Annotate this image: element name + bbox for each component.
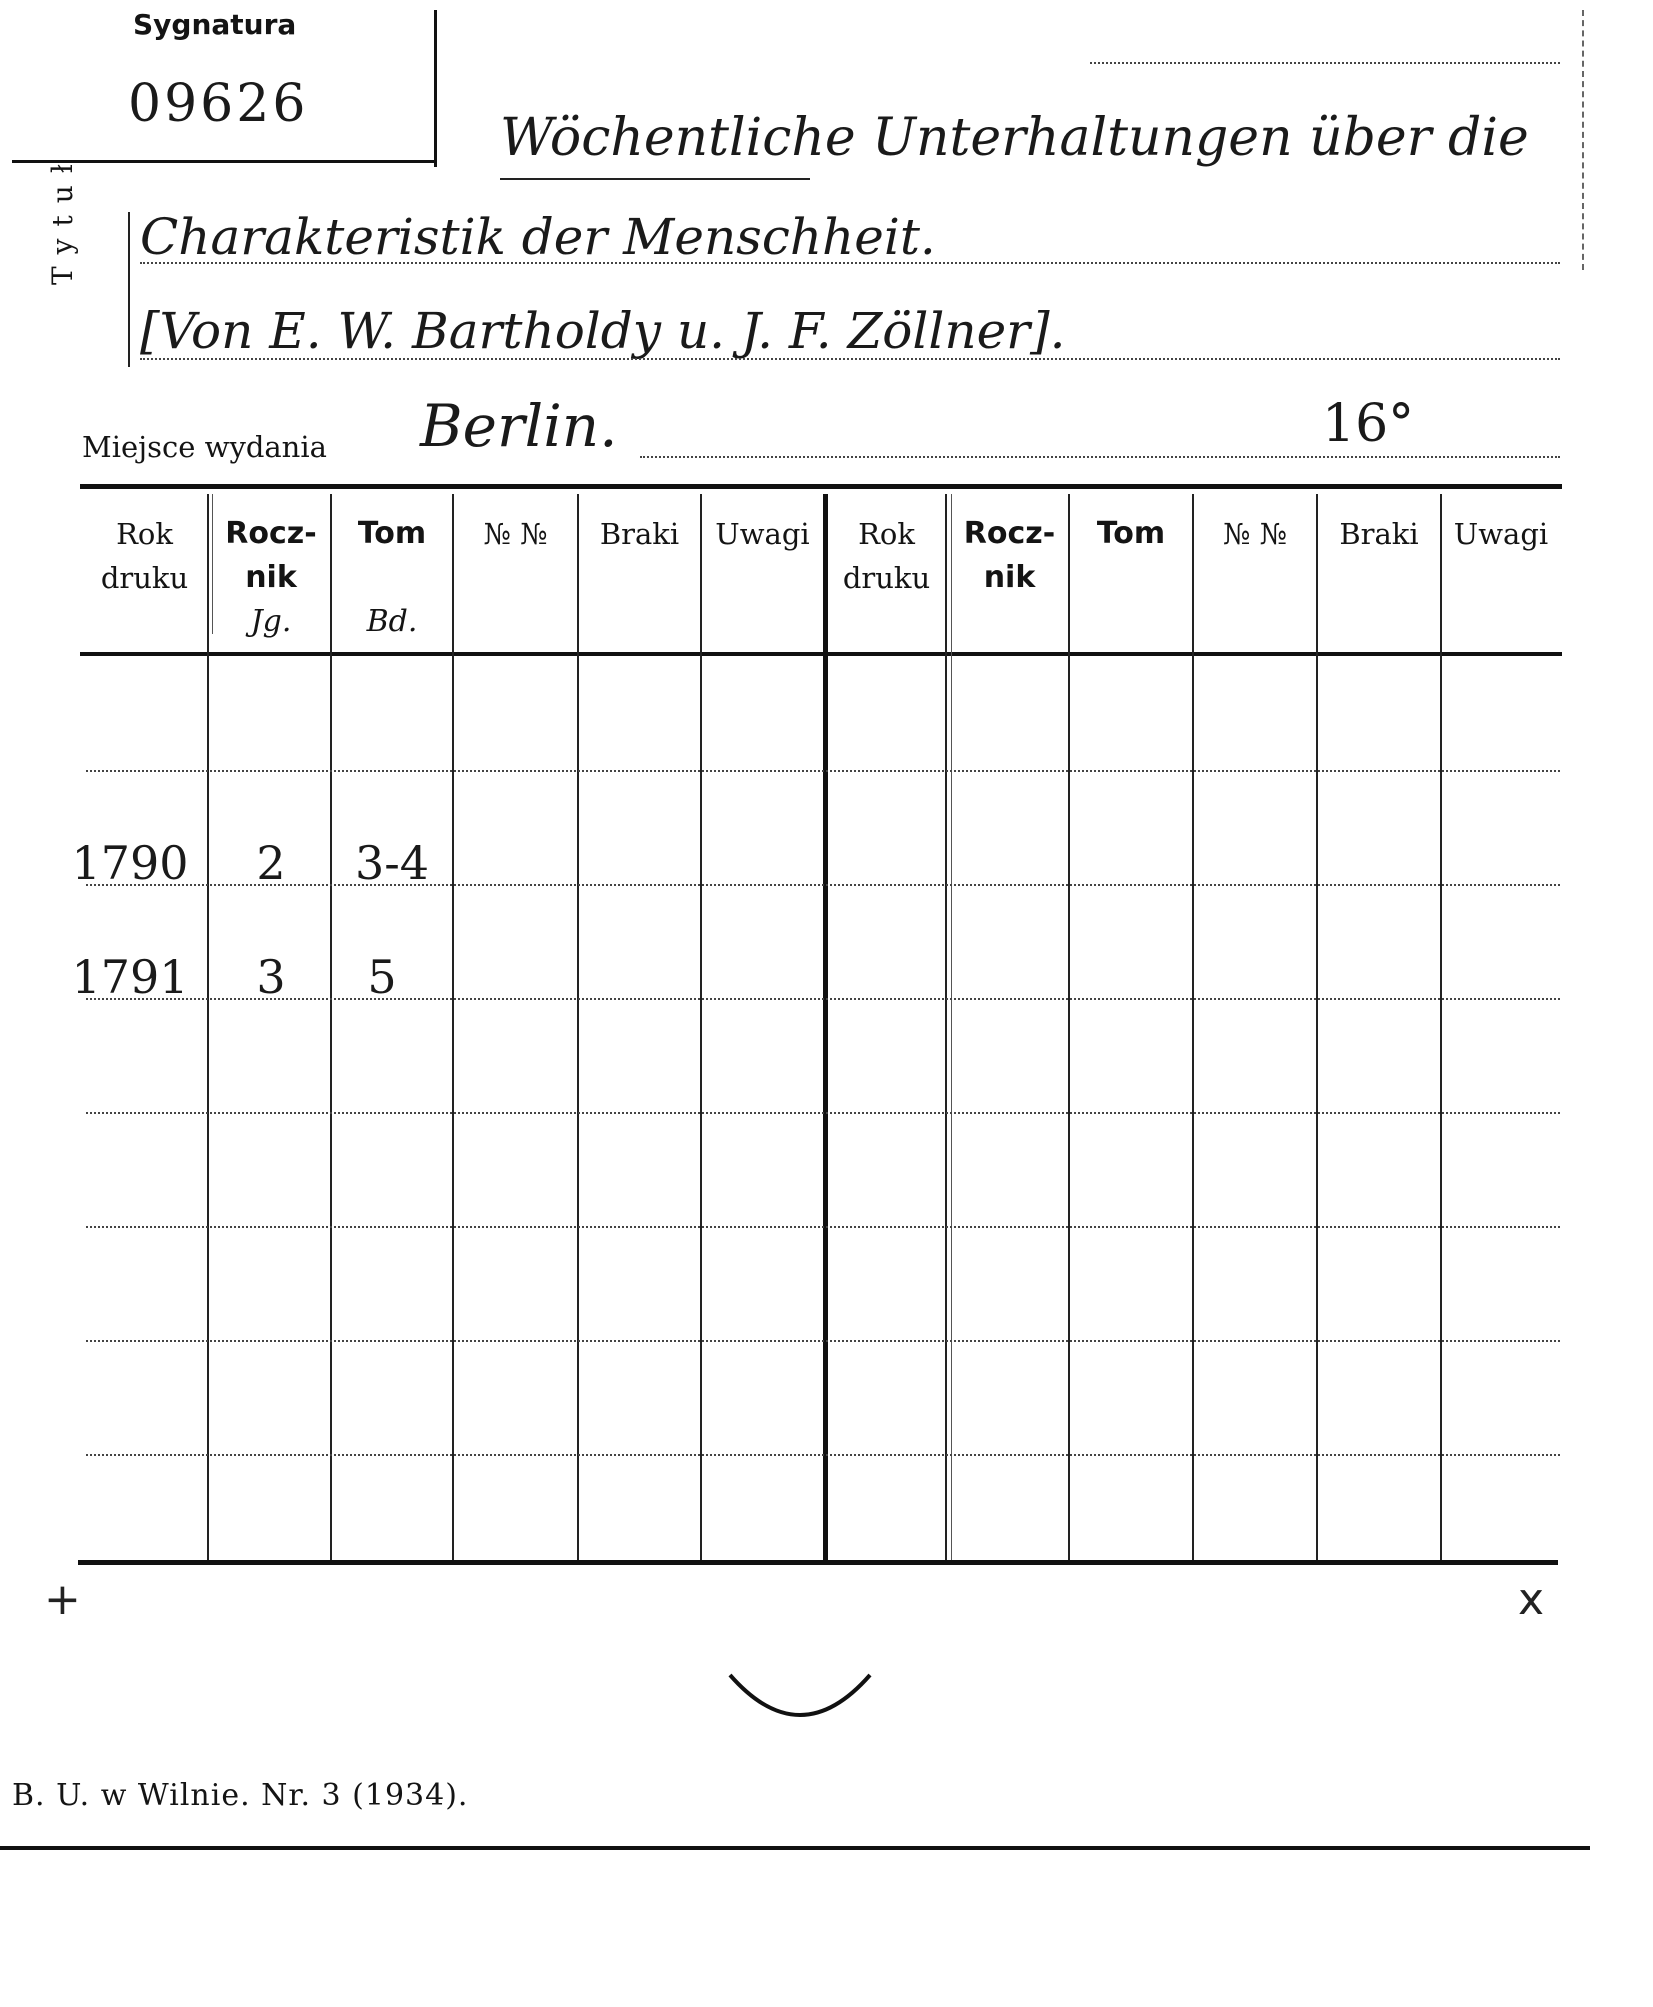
footer-imprint: B. U. w Wilnie. Nr. 3 (1934).: [12, 1778, 469, 1813]
col-sep: [1316, 494, 1318, 1560]
header-numbers: № №: [483, 517, 548, 551]
signature-value: 09626: [128, 74, 309, 134]
title-bracket: [128, 212, 130, 367]
header-rocznik-right: Rocz-nik: [963, 516, 1056, 595]
col-sep: [452, 494, 454, 1560]
title-dots-top: [1090, 62, 1560, 64]
table-center-rule: [823, 494, 828, 1560]
header-numbers-right: № №: [1222, 517, 1288, 551]
footer-rule: [0, 1846, 1590, 1850]
row-1790-tom: 3-4: [354, 836, 430, 890]
col-sep: [1192, 494, 1194, 1560]
right-edge-line: [1582, 10, 1584, 270]
row-1791-tom: 5: [367, 950, 397, 1004]
title-side-label: Tytuł: [46, 152, 79, 285]
row-rule: [86, 1454, 1560, 1456]
header-tom-sub: Bd.: [366, 604, 418, 639]
title-dots-2: [140, 262, 1560, 264]
mark-left: +: [44, 1574, 81, 1625]
header-tom: Tom: [357, 516, 427, 551]
place-dots: [640, 456, 1560, 458]
punch-hole-arc: [720, 1655, 880, 1735]
col-sep: [577, 494, 579, 1560]
col-sep: [951, 494, 952, 1560]
title-dots-3: [140, 358, 1560, 360]
signature-box-right: [434, 10, 437, 167]
header-rocznik-sub: Jg.: [250, 604, 292, 639]
col-sep: [207, 494, 209, 1560]
row-1791-rok: 1791: [71, 950, 189, 1004]
title-line-3: [Von E. W. Bartholdy u. J. F. Zöllner].: [140, 302, 1066, 360]
title-line-2: Charakteristik der Menschheit.: [140, 208, 936, 266]
row-rule: [86, 1112, 1560, 1114]
title-line-1: Wöchentliche Unterhaltungen über die: [500, 108, 1529, 168]
signature-label: Sygnatura: [133, 8, 297, 41]
header-uwagi: Uwagi: [715, 517, 810, 551]
table-top-rule: [80, 484, 1562, 489]
col-sep: [945, 494, 947, 1560]
place-value: Berlin.: [420, 392, 618, 460]
header-tom-right: Tom: [1096, 516, 1166, 551]
table-bottom-rule: [78, 1560, 1558, 1565]
header-braki: Braki: [599, 517, 680, 551]
row-1790-rok: 1790: [71, 836, 189, 890]
col-sep: [330, 494, 332, 1560]
row-1791-rocznik: 3: [256, 950, 286, 1004]
col-sep: [700, 494, 702, 1560]
row-rule: [86, 770, 1560, 772]
mark-right: x: [1518, 1574, 1545, 1625]
row-1790-rocznik: 2: [256, 836, 286, 890]
header-rok-druku-right: Rok druku: [842, 517, 931, 595]
col-sep: [1440, 494, 1442, 1560]
title-underline: [500, 178, 810, 180]
header-braki-right: Braki: [1339, 517, 1419, 551]
col-sep: [1068, 494, 1070, 1560]
header-uwagi-right: Uwagi: [1453, 517, 1549, 551]
header-rocznik: Rocz-nik: [225, 516, 317, 595]
row-rule: [86, 1340, 1560, 1342]
place-label: Miejsce wydania: [82, 430, 327, 464]
header-rok-druku: Rok druku: [100, 517, 189, 595]
row-rule: [86, 1226, 1560, 1228]
table-header-rule: [80, 652, 1562, 656]
format-value: 16°: [1322, 394, 1415, 454]
